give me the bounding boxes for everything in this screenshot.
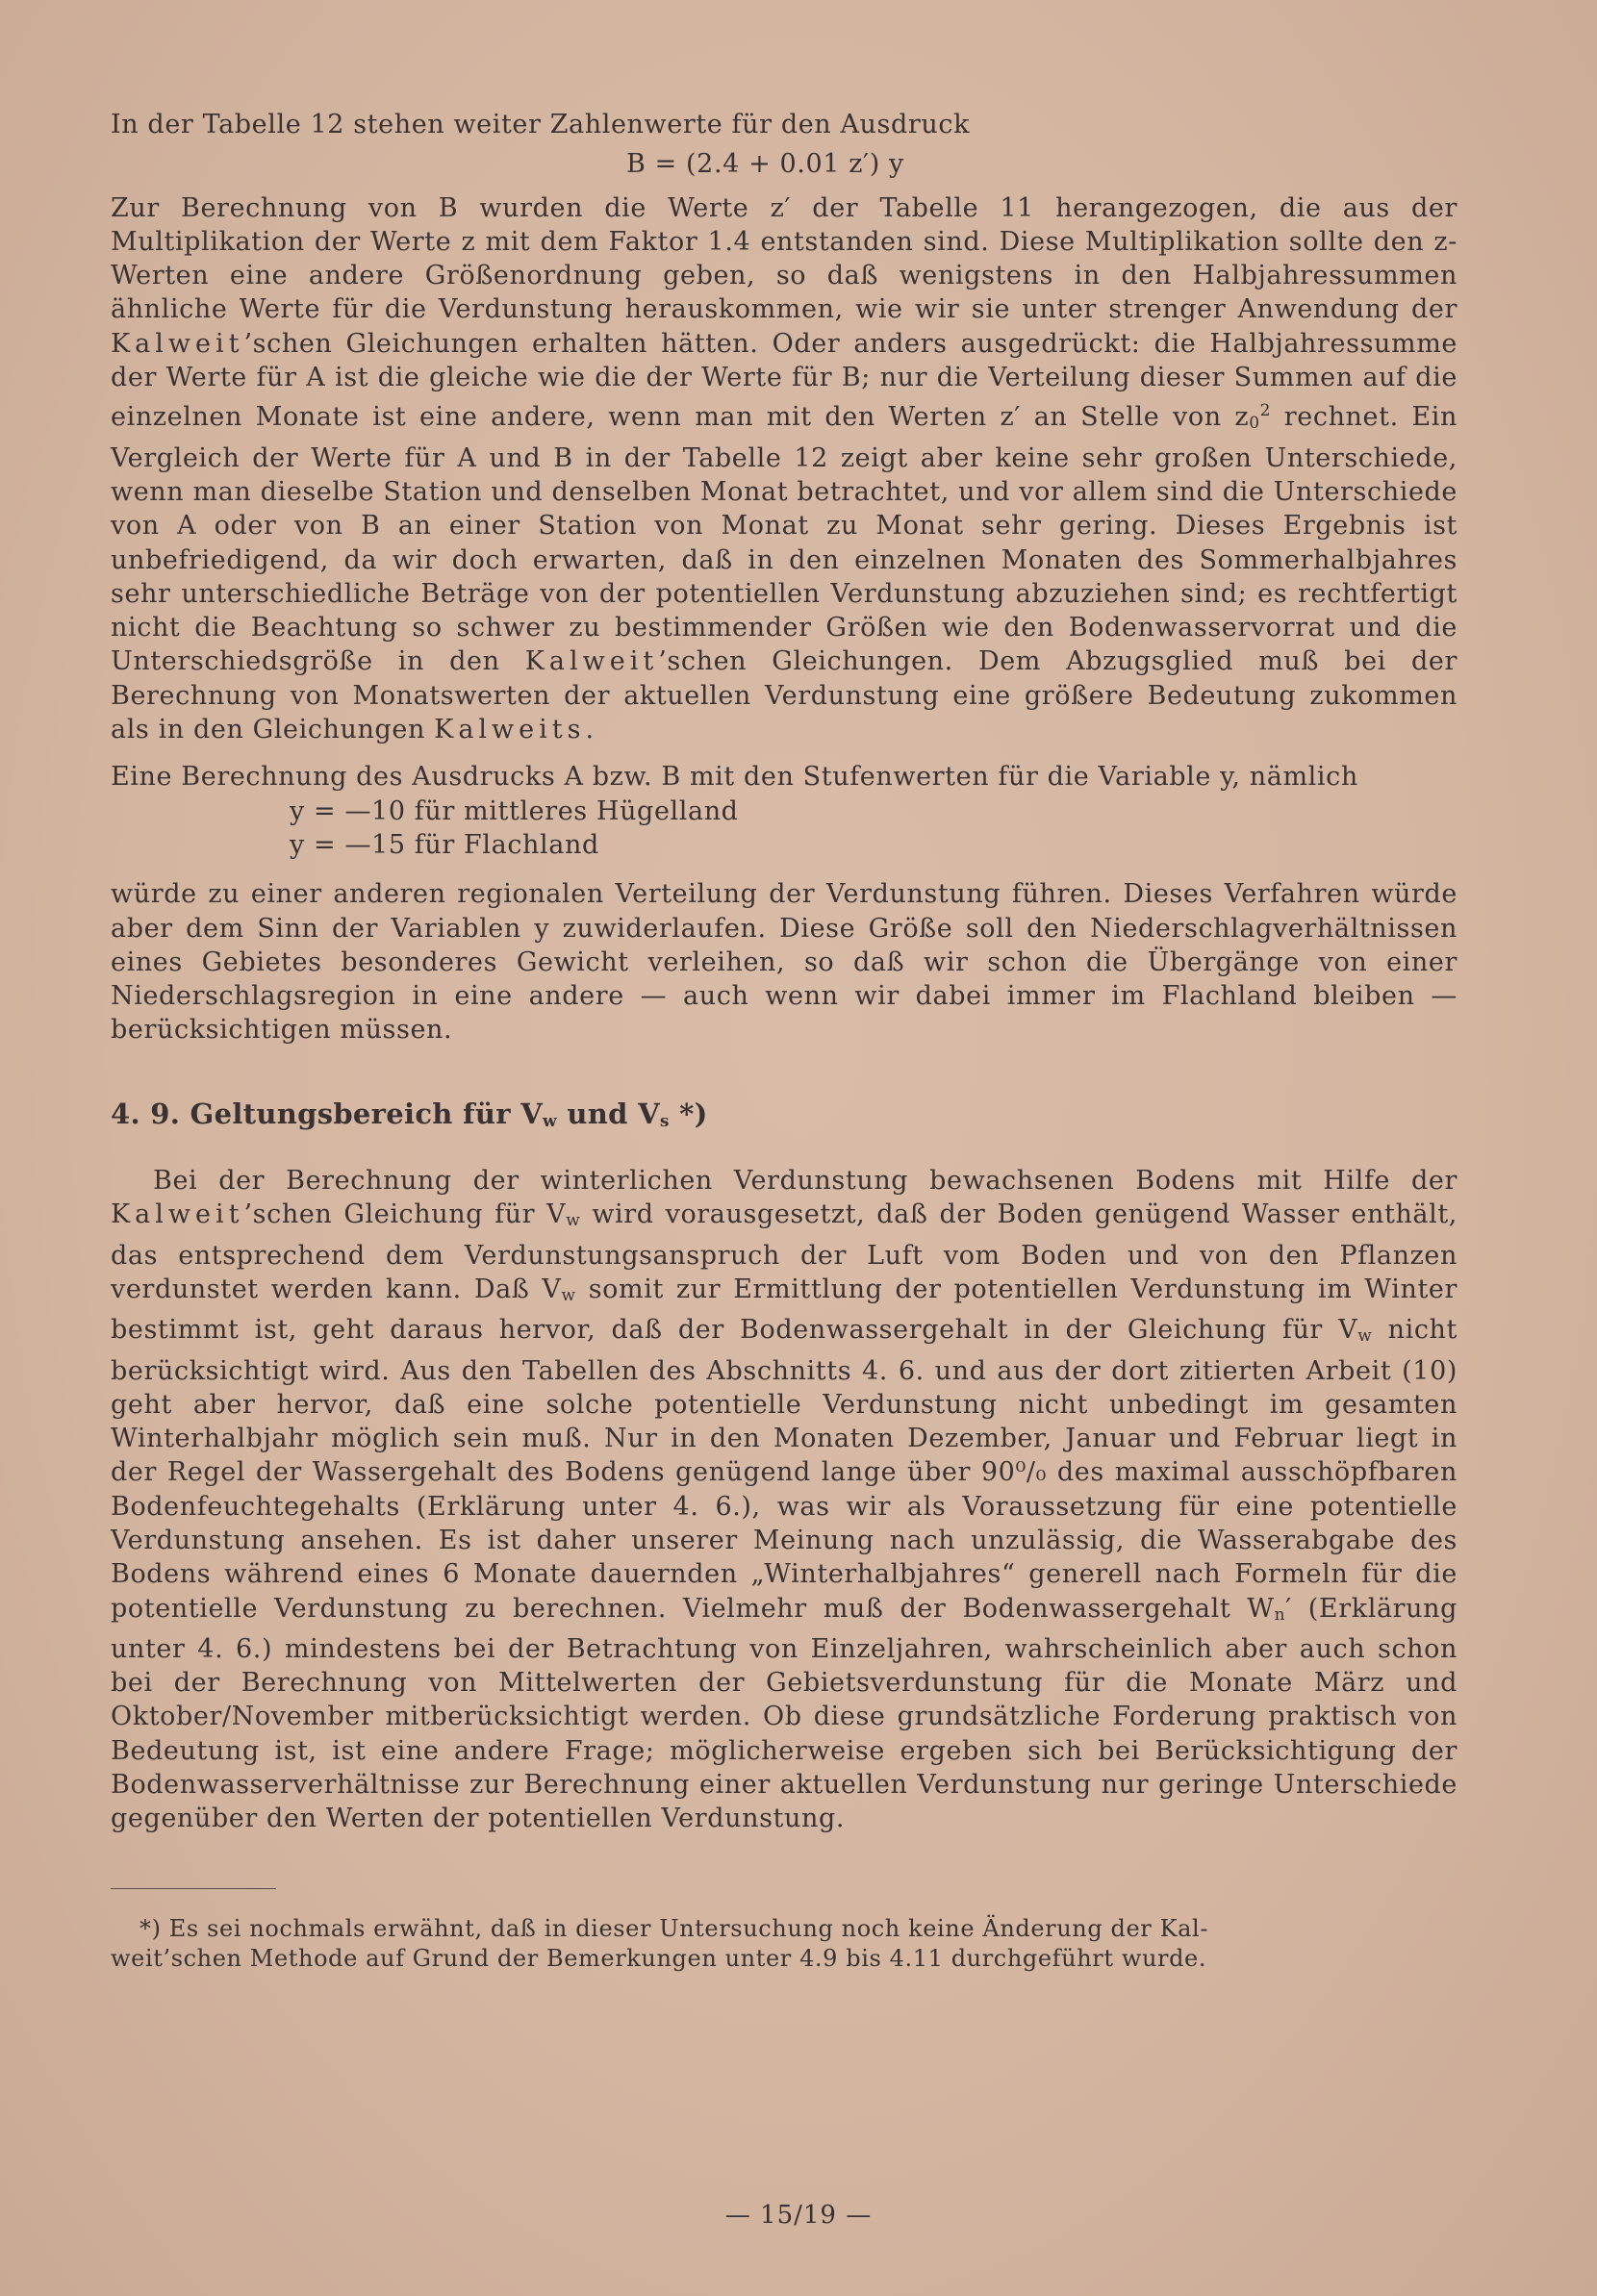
- section-heading: 4. 9. Geltungsbereich für $V_w$ und $V_s$ *): [111, 1097, 708, 1131]
- body-text: [111, 108, 1458, 1974]
- footnote-line-1: *) Es sei nochmals erwähnt, daß in dieser Untersuchung noch keine Änderung der Kal-: [139, 1914, 1209, 1942]
- author-name: Kalweit: [524, 646, 659, 677]
- intro-line: In der Tabelle 12 stehen weiter Zahlenwerte für den Ausdruck: [111, 110, 971, 139]
- y-value-huegelland: y = —10 für mittleres Hügelland: [290, 795, 739, 826]
- footnote-line-2: weit’schen Methode auf Grund der Bemerkungen unter 4.9 bis 4.11 durchgeführt wurde.: [111, 1944, 1207, 1972]
- paragraph-stufenwerte: Eine Berechnung des Ausdrucks A bzw. B mit den Stufenwerten für die Variable y, nämlich: [111, 762, 1358, 793]
- author-name: Kalweit: [111, 1199, 244, 1230]
- paragraph-berechnung-b: Zur Berechnung von B wurden die Werte z′ der Tabelle 11 herangezogen, die aus der Multiplikation der Werte z mit dem Faktor 1.4 entstanden sind. Diese Multiplikation sollte den z-Werten eine andere Größenordnung geben, so daß wenigstens in den Halbjahressummen ähnliche Werte für die Verdunstung herauskommen, wie wir sie unter strenger Anwendung der Kalweit’schen Gleichungen erhalten hätten. Oder anders ausgedrückt: die Halbjahressumme der Werte für A ist die gleiche wie die der Werte für B; nur die Verteilung dieser Summen auf die einzelnen Monate ist eine andere, wenn man mit den Werten z′ an Stelle von $z_0^2$ rechnet. Ein Vergleich der Werte für A und B in der Tabelle 12 zeigt aber keine sehr großen Unterschiede, wenn man dieselbe Station und denselben Monat betrachtet, und vor allem sind die Unterschiede von A oder von B an einer Station von Monat zu Monat sehr gering. Dieses Ergebnis ist unbefriedigend, da wir doch erwarten, daß in den einzelnen Monaten des Sommerhalbjahres sehr unterschiedliche Beträge von der potentiellen Verdunstung abzuziehen sind; es rechtfertigt nicht die Beachtung so schwer zu bestimmender Größen wie den Bodenwasservorrat und die Unterschiedsgröße in den Kalweit’schen Gleichungen. Dem Abzugsglied muß bei der Berechnung von Monatswerten der aktuellen Verdunstung eine größere Bedeutung zukommen als in den Gleichungen Kalweits.: [111, 192, 1458, 745]
- y-value-flachland: y = —15 für Flachland: [290, 829, 599, 860]
- author-name: Kalweit: [111, 328, 244, 359]
- paragraph-verteilung: würde zu einer anderen regionalen Verteilung der Verdunstung führen. Dieses Verfahren würde aber dem Sinn der Variablen y zuwiderlaufen. Diese Größe soll den Niederschlagverhältnissen eines Gebietes besonderes Gewicht verleihen, so daß wir schon die Übergänge von einer Niederschlagsregion in eine andere — auch wenn wir dabei immer im Flachland bleiben — berücksichtigen müssen.: [111, 879, 1458, 1046]
- author-name: Kalweits: [434, 715, 586, 745]
- page-number: — 15/19 —: [724, 2201, 873, 2230]
- paragraph-geltungsbereich: Bei der Berechnung der winterlichen Verdunstung bewachsenen Bodens mit Hilfe der Kalweit’schen Gleichung für $V_w$ wird vorausgesetzt, daß der Boden genügend Wasser enthält, das entsprechend dem Verdunstungsanspruch der Luft vom Boden und von den Pflanzen verdunstet werden kann. Daß $V_w$ somit zur Ermittlung der potentiellen Verdunstung im Winter bestimmt ist, geht daraus hervor, daß der Bodenwassergehalt in der Gleichung für $V_w$ nicht berücksichtigt wird. Aus den Tabellen des Abschnitts 4. 6. und aus der dort zitierten Arbeit (10) geht aber hervor, daß eine solche potentielle Verdunstung nicht unbedingt im gesamten Winterhalbjahr möglich sein muß. Nur in den Monaten Dezember, Januar und Februar liegt in der Regel der Wassergehalt des Bodens genügend lange über 90⁰/₀ des maximal ausschöpfbaren Bodenfeuchtegehalts (Erklärung unter 4. 6.), was wir als Voraussetzung für eine potentielle Verdunstung ansehen. Es ist daher unserer Meinung nach unzulässig, die Wasserabgabe des Bodens während eines 6 Monate dauernden „Winterhalbjahres“ generell nach Formeln für die potentielle Verdunstung zu berechnen. Vielmehr muß der Bodenwassergehalt $W_n'$ (Erklärung unter 4. 6.) mindestens bei der Betrachtung von Einzeljahren, wahrscheinlich aber auch schon bei der Berechnung von Mittelwerten der Gebietsverdunstung für die Monate März und Oktober/November mitberücksichtigt werden. Ob diese grundsätzliche Forderung praktisch von Bedeutung ist, ist eine andere Frage; möglicherweise ergeben sich bei Berücksichtigung der Bodenwasserverhältnisse zur Berechnung einer aktuellen Verdunstung nur geringe Unterschiede gegenüber den Werten der potentiellen Verdunstung.: [111, 1166, 1458, 1834]
- footnote-divider: [111, 1888, 276, 1889]
- formula-b: B = (2.4 + 0.01 z′) y: [626, 149, 904, 180]
